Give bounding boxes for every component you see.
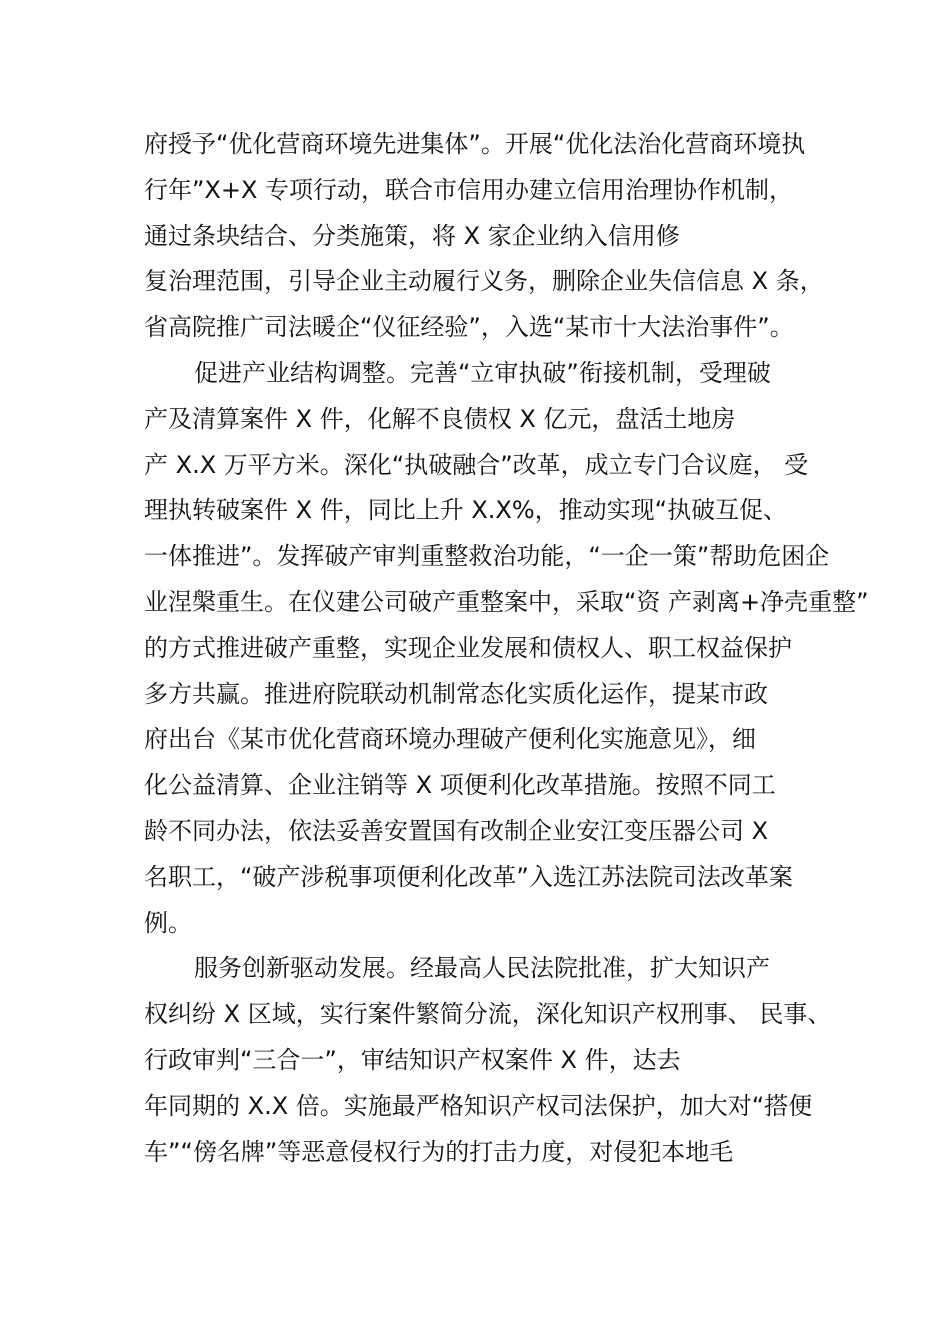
text-line-8: 产 X.X 万平方米。深化“执破融合”改革，成立专门合议庭， 受 <box>144 450 809 479</box>
text-line-5: 省高院推广司法暖企“仪征经验”，入选“某市十大法治事件”。 <box>144 313 794 342</box>
text-line-15: 化公益清算、企业注销等 X 项便利化改革措施。按照不同工 <box>144 771 776 800</box>
text-line-12: 的方式推进破产重整，实现企业发展和债权人、职工权益保护 <box>144 633 792 662</box>
text-line-10: 一体推进”。发挥破产审判重整救治功能，“一企一策”帮助危困企 <box>144 542 830 571</box>
text-line-18: 例。 <box>144 908 192 937</box>
text-line-22: 年同期的 X.X 倍。实施最严格知识产权司法保护，加大对“搭便 <box>144 1091 813 1120</box>
document-body <box>144 122 869 1175</box>
text-line-11: 业涅槃重生。在仪建公司破产重整案中，采取“资 产剥离+净壳重整” <box>144 587 869 616</box>
text-line-20: 权纠纷 X 区域，实行案件繁简分流，深化知识产权刑事、 民事、 <box>144 1000 832 1029</box>
text-line-14: 府出台《某市优化营商环境办理破产便利化实施意见》，细 <box>144 725 756 754</box>
text-line-17: 名职工，“破产涉税事项便利化改革”入选江苏法院司法改革案 <box>144 862 793 891</box>
text-line-16: 龄不同办法，依法妥善安置国有改制企业安江变压器公司 X <box>144 816 769 845</box>
text-line-13: 多方共赢。推进府院联动机制常态化实质化运作，提某市政 <box>144 679 768 708</box>
text-line-9: 理执转破案件 X 件，同比上升 X.X%，推动实现“执破互促、 <box>144 496 788 525</box>
paragraph-start-industry: 促进产业结构调整。完善“立审执破”衔接机制，受理破 <box>194 358 771 387</box>
paragraph-start-innovation: 服务创新驱动发展。经最高人民法院批准，扩大知识产 <box>194 954 770 983</box>
text-line-3: 通过条块结合、分类施策，将 X 家企业纳入信用修 <box>144 221 680 250</box>
text-line-23: 车”“傍名牌”等恶意侵权行为的打击力度，对侵犯本地毛 <box>144 1137 734 1166</box>
text-line-2: 行年”X+X 专项行动，联合市信用办建立信用治理协作机制， <box>144 175 794 204</box>
text-line-1: 府授予“优化营商环境先进集体”。开展“优化法治化营商环境执 <box>144 130 806 158</box>
text-line-21: 行政审判“三合一”，审结知识产权案件 X 件，达去 <box>144 1045 681 1074</box>
text-line-7: 产及清算案件 X 件，化解不良债权 X 亿元，盘活土地房 <box>144 404 736 433</box>
text-line-4: 复治理范围，引导企业主动履行义务，删除企业失信信息 X 条， <box>144 267 824 296</box>
